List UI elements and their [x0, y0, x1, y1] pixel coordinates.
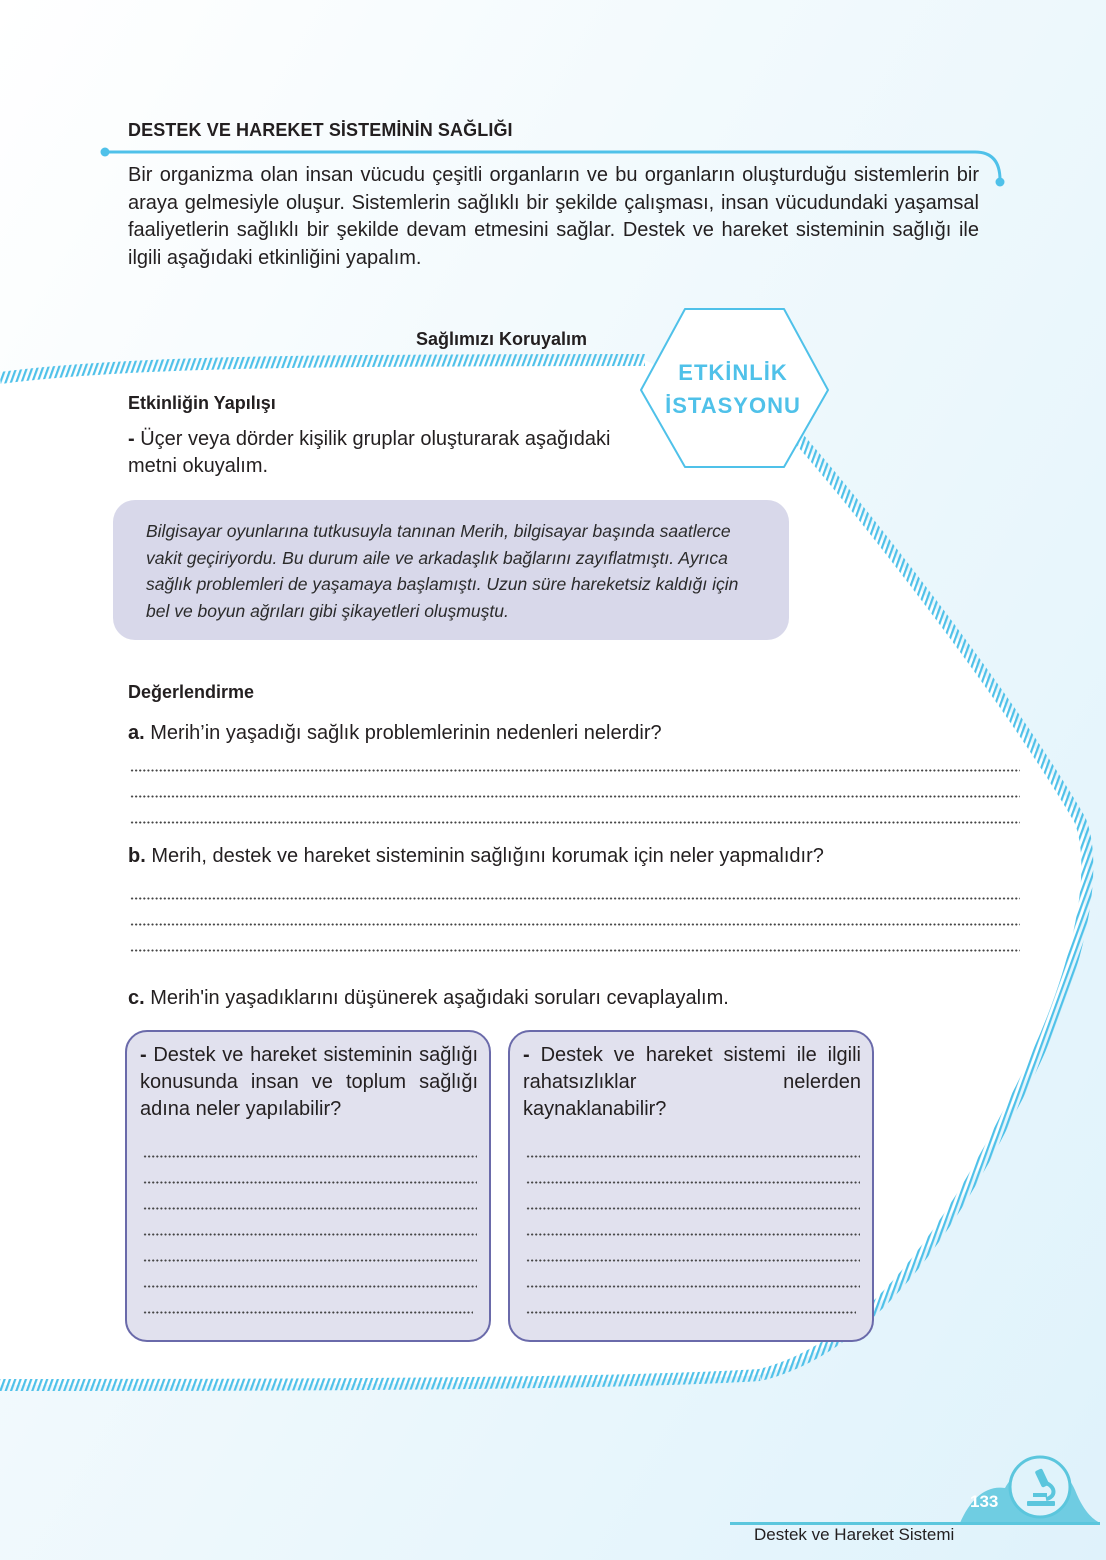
question-a: [128, 722, 662, 745]
activity-title: Sağlımızı Koruyalım: [416, 329, 588, 349]
story-box: [113, 500, 789, 640]
card-1-answer-line[interactable]: [143, 1259, 477, 1262]
question-b-label: b.: [128, 845, 146, 867]
answer-line-a-2[interactable]: [130, 795, 1020, 798]
procedure-title: Etkinliğin Yapılışı: [128, 393, 276, 413]
question-b-text: Merih, destek ve hareket sisteminin sağlığını korumak için neler yapmalıdır?: [145, 845, 824, 867]
card-2-answer-line[interactable]: [526, 1233, 860, 1236]
answer-line-a-1[interactable]: [130, 769, 1020, 772]
question-card-2: [508, 1030, 874, 1342]
activity-station-badge: [648, 356, 818, 422]
card-2-text: Destek ve hareket sistemi ile ilgili rahatsızlıklar nelerden kaynaklanabilir?: [523, 1044, 861, 1120]
card-2-question: [523, 1042, 861, 1123]
card-2-answer-line[interactable]: [526, 1311, 856, 1314]
card-2-answer-line[interactable]: [526, 1181, 860, 1184]
question-a-text: Merih’in yaşadığı sağlık problemlerinin nedenleri nelerdir?: [144, 722, 662, 744]
card-2-dash: -: [523, 1044, 530, 1066]
question-b: [128, 845, 824, 868]
card-2-answer-line[interactable]: [526, 1155, 860, 1158]
card-1-answer-line[interactable]: [143, 1311, 473, 1314]
question-a-label: a.: [128, 722, 145, 744]
badge-line-2: İSTASYONU: [665, 393, 801, 418]
card-2-answer-line[interactable]: [526, 1259, 860, 1262]
footer-unit-title: Destek ve Hareket Sistemi: [754, 1525, 955, 1544]
answer-line-b-1[interactable]: [130, 897, 1020, 900]
card-2-answer-line[interactable]: [526, 1285, 860, 1288]
card-1-answer-line[interactable]: [143, 1233, 477, 1236]
story-text: Bilgisayar oyunlarına tutkusuyla tanınan Merih, bilgisayar başında saatlerce vakit geçiriyordu. Bu durum aile ve arkadaşlık bağlarını zayıflatmıştı. Ayrıca sağlık problemleri de yaşamaya başlamıştı. Uzun süre hareketsiz kaldığı için bel ve boyun ağrıları gibi şikayetleri oluşmuştu.: [146, 521, 739, 621]
microscope-icon: [1016, 1463, 1064, 1511]
card-1-dash: -: [140, 1044, 147, 1066]
card-1-answer-line[interactable]: [143, 1155, 477, 1158]
card-1-question: [140, 1042, 478, 1123]
badge-line-1: ETKİNLİK: [678, 360, 788, 385]
card-1-answer-line[interactable]: [143, 1285, 477, 1288]
procedure-text: [128, 426, 648, 480]
question-card-1: [125, 1030, 491, 1342]
card-2-answer-line[interactable]: [526, 1207, 860, 1210]
section-title: DESTEK VE HAREKET SİSTEMİNİN SAĞLIĞI: [128, 120, 513, 140]
answer-line-b-3[interactable]: [130, 949, 1020, 952]
answer-line-a-3[interactable]: [130, 821, 1020, 824]
question-c: [128, 987, 729, 1010]
card-1-answer-line[interactable]: [143, 1181, 477, 1184]
card-1-text: Destek ve hareket sisteminin sağlığı konusunda insan ve toplum sağlığı adına neler yapılabilir?: [140, 1044, 478, 1120]
page-number: 133: [970, 1492, 999, 1511]
question-c-label: c.: [128, 987, 145, 1009]
intro-paragraph: Bir organizma olan insan vücudu çeşitli organların ve bu organların oluşturduğu sistemlerin bir araya gelmesiyle oluşur. Sistemlerin sağlıklı bir şekilde çalışması, insan vücudundaki yaşamsal faaliyetlerin sağlıklı bir şekilde devam etmesini sağlar. Destek ve hareket sisteminin sağlığı ile ilgili aşağıdaki etkinliğini yapalım.: [128, 164, 979, 269]
card-1-answer-line[interactable]: [143, 1207, 477, 1210]
procedure-dash: -: [128, 428, 135, 450]
evaluation-title: Değerlendirme: [128, 682, 255, 702]
question-c-text: Merih'in yaşadıklarını düşünerek aşağıdaki soruları cevaplayalım.: [144, 987, 729, 1009]
answer-line-b-2[interactable]: [130, 923, 1020, 926]
procedure-body: Üçer veya dörder kişilik gruplar oluşturarak aşağıdaki metni okuyalım.: [128, 428, 611, 477]
